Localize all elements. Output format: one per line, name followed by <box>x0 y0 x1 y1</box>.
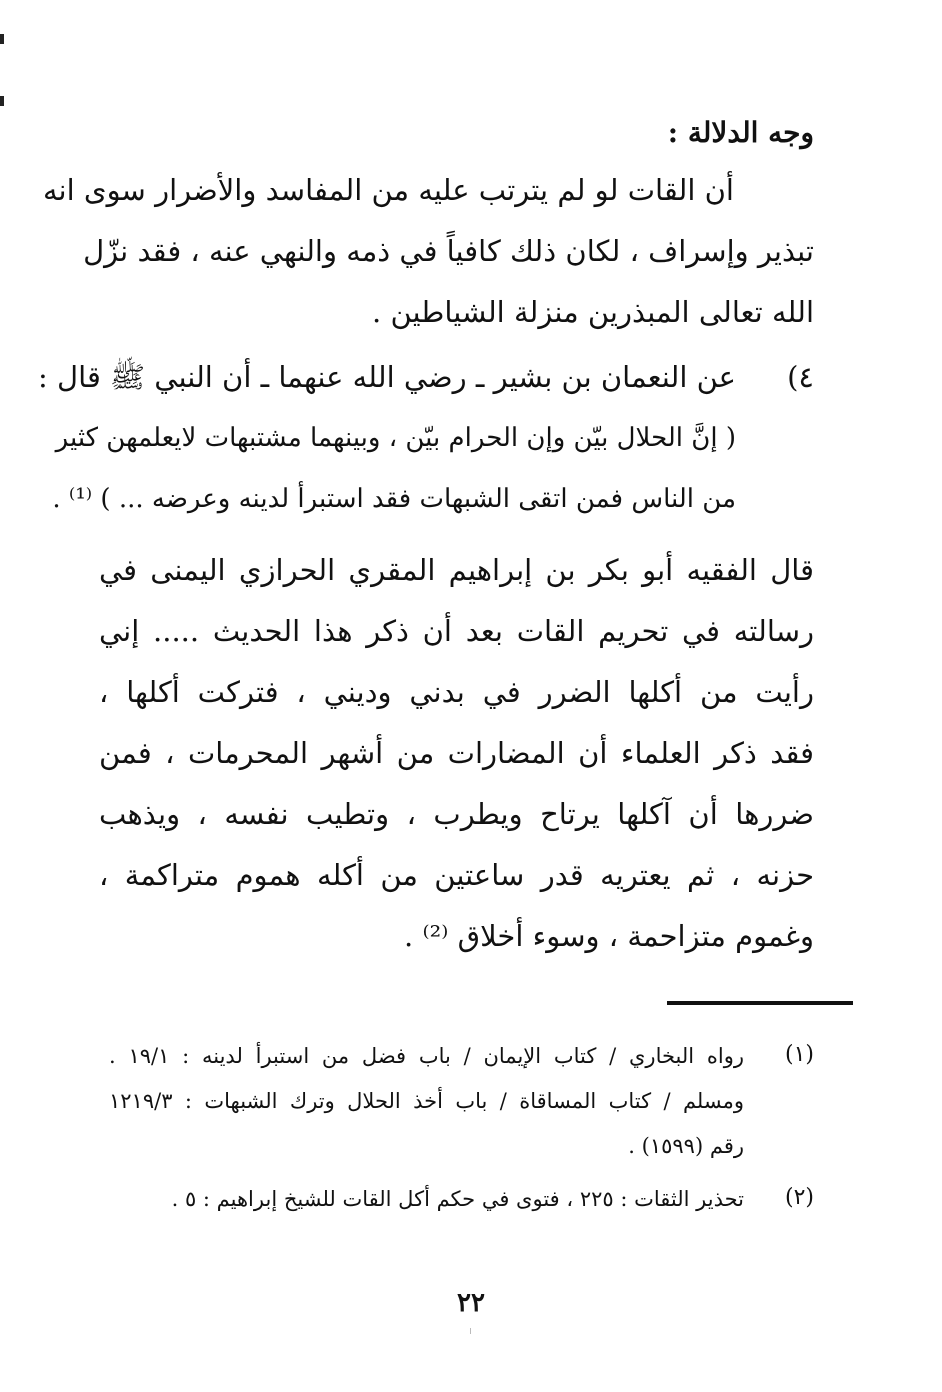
footnote-line: ومسلم / كتاب المساقاة / باب أخذ الحلال وترك الشبهات : ١٢١٩/٣ <box>109 1089 744 1113</box>
hadith-text <box>38 347 736 530</box>
footnote-number: (٢) <box>784 1185 814 1210</box>
text-line: عن النعمان بن بشير ـ رضي الله عنهما ـ أن النبي ﷺ قال : <box>38 360 736 394</box>
scan-edge-mark <box>0 96 4 106</box>
text-line: ضررها أن آكلها يرتاح ويطرب ، وتطيب نفسه ، ويذهب <box>99 797 814 831</box>
text-line: وغموم متزاحمة ، وسوء أخلاق ⁽²⁾ . <box>404 919 814 953</box>
footnote-1 <box>109 1034 814 1169</box>
text-line: من الناس فمن اتقى الشبهات فقد استبرأ لدينه وعرضه ... ) ⁽¹⁾ . <box>52 484 736 514</box>
text-line: رسالته في تحريم القات بعد أن ذكر هذا الحديث ..... إني <box>99 614 814 648</box>
numbered-item-4 <box>38 347 814 530</box>
footnote-2 <box>109 1177 814 1222</box>
footnote-separator <box>667 1001 853 1005</box>
text-line: رأيت من أكلها الضرر في بدني وديني ، فتركت أكلها ، <box>99 675 814 709</box>
scan-edge-mark <box>470 1328 471 1334</box>
page-number: ٢٢ <box>457 1288 485 1318</box>
footnote-line: تحذير الثقات : ٢٢٥ ، فتوى في حكم أكل القات للشيخ إبراهيم : ٥ . <box>171 1187 744 1211</box>
text-line: حزنه ، ثم يعتريه قدر ساعتين من أكله هموم متراكمة ، <box>99 858 814 892</box>
text-line: الله تعالى المبذرين منزلة الشياطين . <box>372 295 814 329</box>
text-line: قال الفقيه أبو بكر بن إبراهيم المقري الحرازي اليمنى في <box>99 553 814 587</box>
section-heading: وجه الدلالة : <box>667 116 814 149</box>
footnote-line: رقم (١٥٩٩) . <box>628 1134 744 1158</box>
paragraph-1 <box>42 160 814 343</box>
text-line: ( إنَّ الحلال بيّن وإن الحرام بيّن ، وبينهما مشتبهات لايعلمهن كثير <box>55 423 736 453</box>
footnote-line: رواه البخاري / كتاب الإيمان / باب فضل من استبرأ لدينه : ١٩/١ . <box>109 1044 744 1068</box>
item-number: ٤) <box>787 360 814 394</box>
text-line: تبذير وإسراف ، لكان ذلك كافياً في ذمه والنهي عنه ، فقد نزّل <box>83 234 814 268</box>
footnotes <box>109 1034 814 1222</box>
footnote-number: (١) <box>784 1042 814 1067</box>
scan-edge-mark <box>0 34 4 44</box>
text-line: أن القات لو لم يترتب عليه من المفاسد والأضرار سوى انه <box>42 173 734 207</box>
text-line: فقد ذكر العلماء أن المضارات من أشهر المحرمات ، فمن <box>99 736 815 770</box>
paragraph-3 <box>99 540 814 967</box>
